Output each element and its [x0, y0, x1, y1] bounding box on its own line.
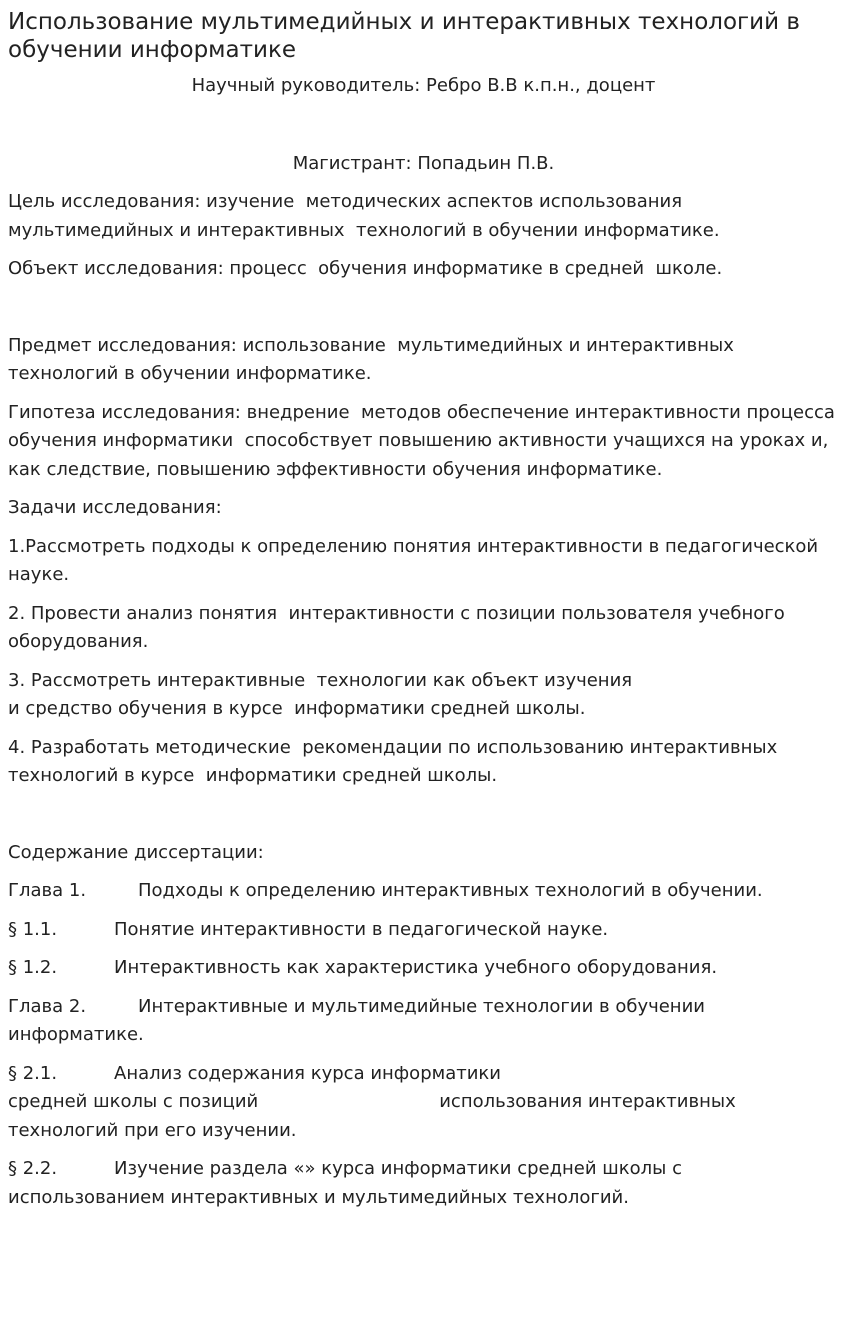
toc-label: Глава 1. — [8, 880, 87, 901]
spacer — [8, 100, 839, 150]
task-item: 1.Рассмотреть подходы к определению понятия интерактивности в педагогической науке. — [8, 535, 824, 585]
research-goal: Цель исследования: изучение методических аспектов использования мультимедийных и интерактивных технологий в обучении информатике. — [8, 191, 720, 241]
toc-section-2-1 — [8, 1060, 839, 1146]
toc-text: использованием интерактивных и мультимедийных технологий. — [8, 1186, 629, 1208]
student-line: Магистрант: Попадьин П.В. — [292, 153, 555, 174]
toc-text: технологий при его изучении. — [8, 1119, 297, 1141]
toc-text: Интерактивность как характеристика учебного оборудования. — [114, 957, 718, 978]
toc-text: информатике. — [8, 1024, 144, 1045]
page-title: Использование мультимедийных и интерактивных технологий в обучении информатике — [8, 9, 800, 63]
toc-chapter-2 — [8, 993, 839, 1050]
research-subject: Предмет исследования: использование мультимедийных и интерактивных технологий в обучении информатике. — [8, 334, 740, 384]
task-item: 3. Рассмотреть интерактивные технологии как объект изучения — [8, 669, 633, 691]
task-item: 2. Провести анализ понятия интерактивности с позиции пользователя учебного оборудования. — [8, 602, 791, 652]
toc-label: § 1.2. — [8, 957, 58, 978]
spacer — [8, 801, 839, 839]
spacer — [8, 178, 839, 188]
spacer — [8, 294, 839, 332]
research-object: Объект исследования: процесс обучения информатике в средней школе. — [8, 258, 723, 279]
toc-text: Изучение раздела «» курса информатики средней школы с — [114, 1158, 682, 1179]
toc-text: Подходы к определению интерактивных технологий в обучении. — [138, 880, 763, 901]
toc-section-1-2 — [8, 954, 839, 983]
task-item: и средство обучения в курсе информатики средней школы. — [8, 698, 586, 719]
toc-label: Глава 2. — [8, 995, 87, 1017]
toc-label: § 1.1. — [8, 918, 58, 940]
research-hypothesis: Гипотеза исследования: внедрение методов обеспечение интерактивности процесса обучения информатики способствует повышению активности учащихся на уроках и, как следствие, повышению эффективности обучения информатике. — [8, 401, 841, 480]
supervisor-line: Научный руководитель: Ребро В.В к.п.н., доцент — [191, 75, 656, 96]
toc-label: § 2.1. — [8, 1062, 58, 1084]
toc-section-1-1 — [8, 916, 839, 945]
toc-text: Интерактивные и мультимедийные технологии в обучении — [138, 995, 705, 1017]
toc-chapter-1 — [8, 877, 839, 906]
task-item: 4. Разработать методические рекомендации по использованию интерактивных технологий в курсе информатики средней школы. — [8, 736, 783, 786]
toc-text: Анализ содержания курса информатики — [114, 1062, 501, 1084]
toc-label: § 2.2. — [8, 1158, 58, 1179]
contents-heading: Содержание диссертации: — [8, 841, 264, 863]
tasks-heading: Задачи исследования: — [8, 497, 222, 518]
toc-text: использования интерактивных — [439, 1091, 736, 1112]
toc-text: Понятие интерактивности в педагогической науке. — [114, 918, 609, 940]
toc-section-2-2 — [8, 1155, 839, 1212]
toc-text: средней школы с позиций — [8, 1091, 259, 1112]
